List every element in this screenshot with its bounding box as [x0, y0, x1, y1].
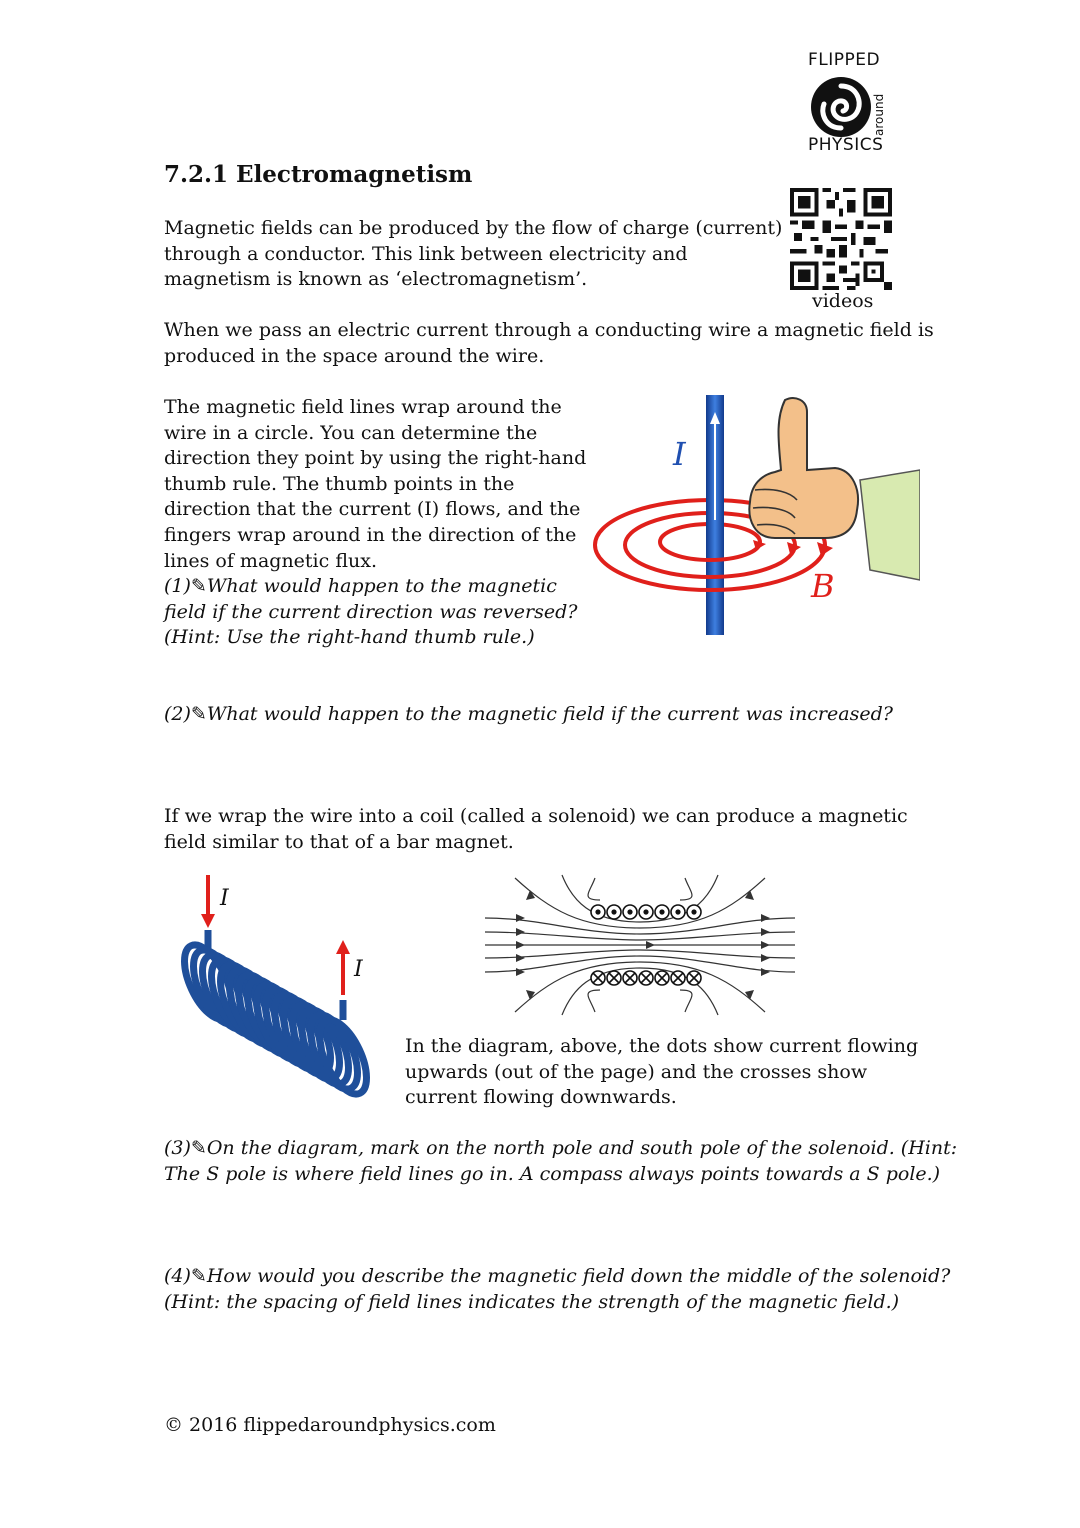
field-line: [515, 962, 765, 1012]
dot-center: [612, 910, 616, 914]
right-hand-icon: [749, 398, 920, 580]
text-line: field similar to that of a bar magnet.: [164, 830, 514, 853]
field-line: [680, 878, 692, 900]
text-line: What would happen to the magnetic: [206, 575, 557, 597]
text-line: (Hint: the spacing of field lines indicates the strength of the magnetic field.): [164, 1290, 900, 1313]
logo-word-around: around: [872, 93, 886, 136]
dot-center: [676, 910, 680, 914]
text-line: direction that the current (I) flows, and the: [164, 498, 581, 521]
field-line: [485, 956, 795, 972]
text-line: produced in the space around the wire.: [164, 344, 545, 367]
field-line: [485, 918, 795, 934]
question-number: (3): [164, 1137, 191, 1159]
text-line: If we wrap the wire into a coil (called a solenoid) we can produce a magnetic: [164, 805, 908, 827]
question-number: (1): [164, 575, 191, 597]
text-line: direction they point by using the right-hand: [164, 447, 587, 470]
current-out-dots: [591, 905, 701, 919]
text-line: How would you describe the magnetic field down the middle of the solenoid?: [206, 1265, 951, 1287]
logo-word-physics: PHYSICS: [808, 135, 884, 155]
text-line: current flowing downwards.: [405, 1086, 677, 1109]
field-line: [588, 990, 600, 1012]
field-label: B: [811, 567, 835, 605]
text-line: wire in a circle. You can determine the: [164, 421, 538, 444]
text-line: through a conductor. This link between electricity and: [164, 242, 688, 265]
question-3: [164, 1136, 957, 1187]
dot-center: [660, 910, 664, 914]
pencil-icon: ✎: [190, 703, 207, 725]
qr-code[interactable]: [790, 188, 892, 290]
text-line: The magnetic field lines wrap around the: [164, 396, 562, 418]
coil-current-in-label: I: [220, 886, 229, 911]
logo: [802, 50, 902, 160]
logo-swirl-icon: [808, 74, 874, 140]
text-line: magnetism is known as ‘electromagnetism’.: [164, 268, 588, 291]
current-in-crosses: [591, 971, 701, 985]
field-line: [588, 878, 600, 900]
dot-center: [692, 910, 696, 914]
text-line: In the diagram, above, the dots show current flowing: [405, 1035, 919, 1057]
question-1: [164, 574, 577, 651]
wire-paragraph: [164, 318, 934, 369]
intro-paragraph: [164, 216, 782, 293]
question-number: (2): [164, 703, 191, 725]
text-line: lines of magnetic flux.: [164, 549, 377, 572]
text-line: field if the current direction was reversed?: [164, 600, 578, 623]
diagram-caption: [405, 1034, 918, 1111]
field-line: [515, 878, 765, 928]
solenoid-paragraph: [164, 804, 908, 855]
question-number: (4): [164, 1265, 191, 1287]
text-line: fingers wrap around in the direction of the: [164, 523, 577, 546]
dot-center: [628, 910, 632, 914]
field-line: [485, 932, 795, 940]
coil-turn: [310, 1013, 376, 1100]
text-line: thumb rule. The thumb points in the: [164, 472, 515, 495]
question-text: What would happen to the magnetic field if the current was increased?: [206, 703, 893, 725]
pencil-icon: ✎: [190, 1265, 207, 1287]
question-2: [164, 702, 893, 728]
footer-copyright[interactable]: © 2016 flippedaroundphysics.com: [164, 1414, 496, 1436]
dot-center: [644, 910, 648, 914]
text-line: On the diagram, mark on the north pole and south pole of the solenoid. (Hint:: [206, 1137, 958, 1159]
pencil-icon: ✎: [190, 575, 207, 597]
pencil-icon: ✎: [190, 1137, 207, 1159]
solenoid-coil-figure: [178, 870, 383, 1100]
text-line: upwards (out of the page) and the crosses show: [405, 1060, 868, 1083]
logo-word-flipped: FLIPPED: [808, 50, 881, 70]
field-line: [485, 950, 795, 958]
thumb-rule-paragraph: [164, 395, 586, 574]
text-line: (Hint: Use the right-hand thumb rule.): [164, 626, 535, 649]
current-label: I: [673, 435, 686, 473]
text-line: When we pass an electric current through a conducting wire a magnetic field is: [164, 319, 934, 341]
question-4: [164, 1264, 950, 1315]
wire-right-hand-figure: [585, 390, 920, 640]
text-line: Magnetic fields can be produced by the flow of charge (current): [164, 217, 783, 239]
coil-current-out-label: I: [354, 957, 363, 982]
qr-caption: videos: [812, 290, 874, 312]
dot-center: [596, 910, 600, 914]
page-title: 7.2.1 Electromagnetism: [164, 161, 473, 188]
solenoid-field-diagram: [480, 870, 800, 1020]
field-line: [680, 990, 692, 1012]
text-line: The S pole is where field lines go in. A compass always points towards a S pole.): [164, 1162, 941, 1185]
